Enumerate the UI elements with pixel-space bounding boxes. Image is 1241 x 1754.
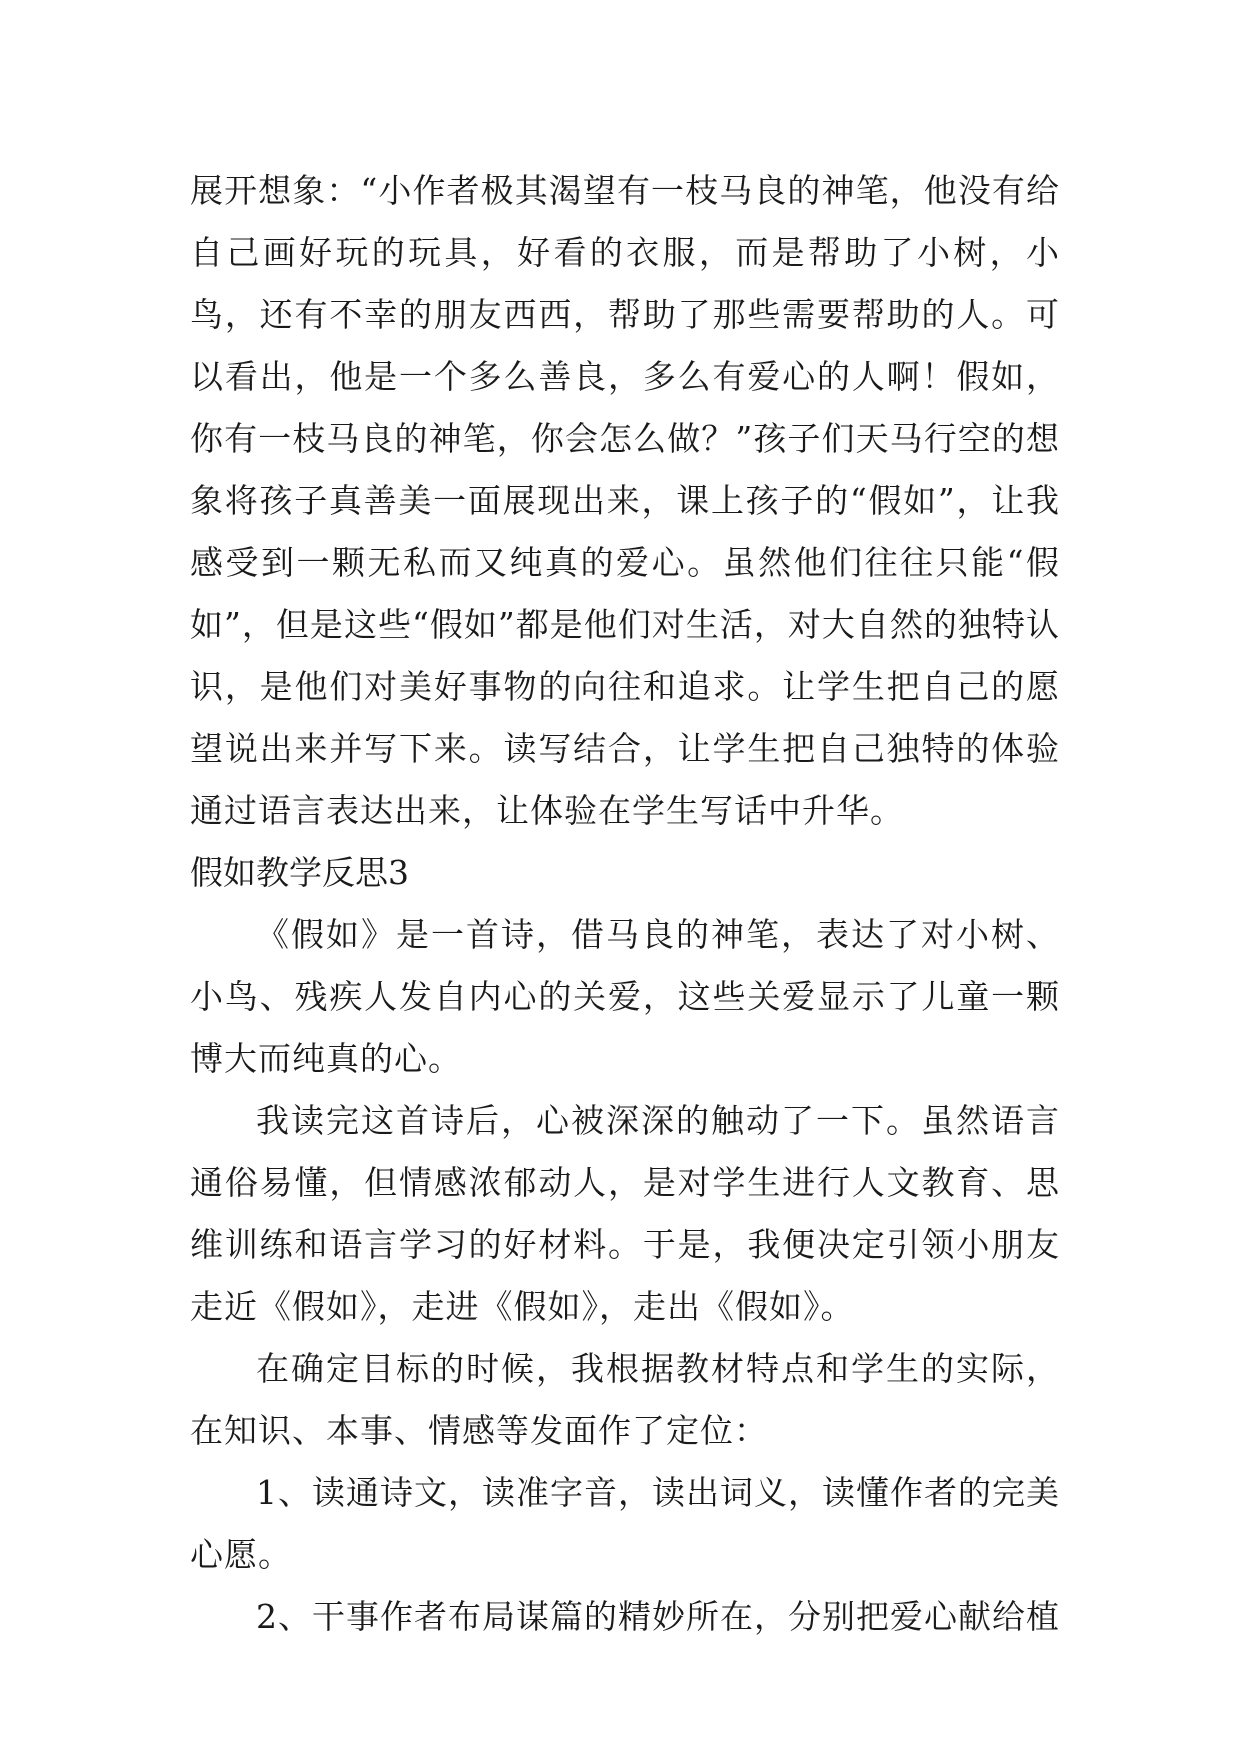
section-heading: 假如教学反思3 bbox=[190, 853, 409, 892]
paragraph-list-item: 1、读通诗文，读准字音，读出词义，读懂作者的完美心愿。 bbox=[190, 1473, 1060, 1574]
paragraph: 在确定目标的时候，我根据教材特点和学生的实际，在知识、本事、情感等发面作了定位： bbox=[190, 1349, 1060, 1450]
paragraph: 《假如》是一首诗，借马良的神笔，表达了对小树、小鸟、残疾人发自内心的关爱，这些关爱显示了儿童一颗博大而纯真的心。 bbox=[190, 915, 1060, 1078]
document-body bbox=[190, 160, 1060, 1648]
paragraph: 我读完这首诗后，心被深深的触动了一下。虽然语言通俗易懂，但情感浓郁动人，是对学生进行人文教育、思维训练和语言学习的好材料。于是，我便决定引领小朋友走近《假如》，走进《假如》，走出《假如》。 bbox=[190, 1101, 1060, 1326]
paragraph-continued: 展开想象：“小作者极其渴望有一枝马良的神笔，他没有给自己画好玩的玩具，好看的衣服，而是帮助了小树，小鸟，还有不幸的朋友西西，帮助了那些需要帮助的人。可以看出，他是一个多么善良，多么有爱心的人啊！假如，你有一枝马良的神笔，你会怎么做？”孩子们天马行空的想象将孩子真善美一面展现出来，课上孩子的“假如”，让我感受到一颗无私而又纯真的爱心。虽然他们往往只能“假如”，但是这些“假如”都是他们对生活，对大自然的独特认识，是他们对美好事物的向往和追求。让学生把自己的愿望说出来并写下来。读写结合，让学生把自己独特的体验通过语言表达出来，让体验在学生写话中升华。 bbox=[190, 171, 1060, 830]
paragraph-list-item: 2、干事作者布局谋篇的精妙所在，分别把爱心献给植 bbox=[256, 1597, 1060, 1636]
